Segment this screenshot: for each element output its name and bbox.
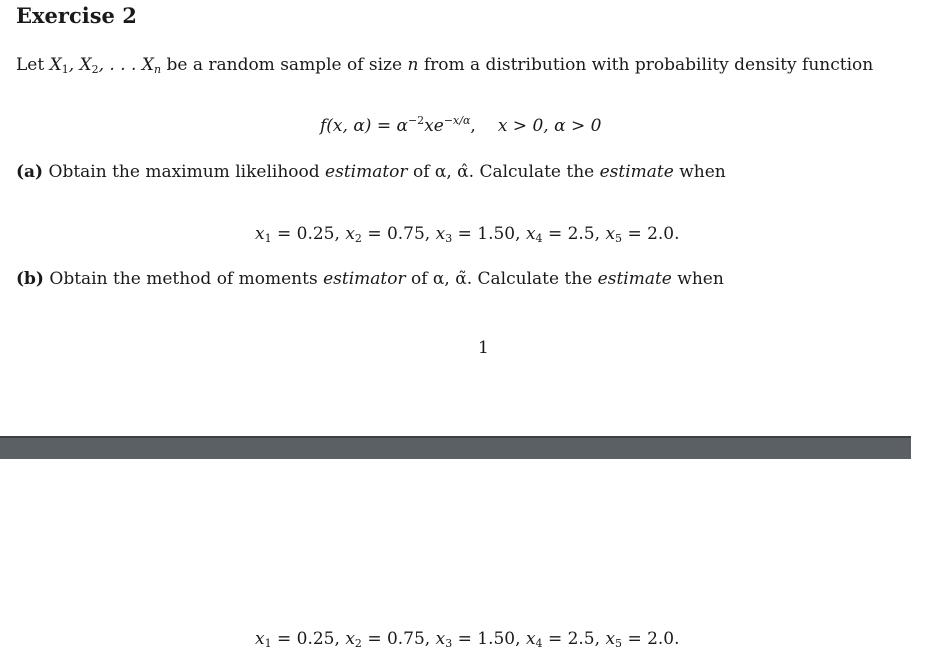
- value: = 2.5,: [547, 629, 601, 649]
- pdf-lhs: f(x, α) = α: [320, 116, 408, 136]
- sample-values-a: $x_1 = 0.25$, $x_2 = 0.75$, $x_3 = 1.50$, $x_4 = 2.5$, $x_5 = 2.0$.: [255, 224, 680, 245]
- value: = 0.25,: [277, 629, 340, 649]
- part-b-em2: estimate: [597, 269, 672, 289]
- page-break-bar: [0, 436, 911, 459]
- value: = 2.0.: [627, 224, 680, 244]
- part-a: [16, 162, 726, 182]
- pdf-formula: f(x, $\alpha) = \alpha^{-2}xe^{-x/\alpha}$, x > 0, α > 0: [320, 114, 602, 136]
- part-a-em1: estimator: [325, 162, 408, 182]
- value: = 2.0.: [627, 629, 680, 649]
- value-index: 1: [264, 232, 272, 245]
- value-index: 4: [535, 232, 543, 245]
- part-a-label: (a): [16, 162, 44, 182]
- sample-values-b: $x_1 = 0.25$, $x_2 = 0.75$, $x_3 = 1.50$, $x_4 = 2.5$, $x_5 = 2.0$.: [255, 629, 680, 650]
- part-a-text2: of α, α̂. Calculate the: [412, 162, 595, 182]
- value-index: 2: [354, 232, 362, 245]
- pdf-middle: xe: [424, 116, 444, 136]
- part-b-em1: estimator: [323, 269, 406, 289]
- value: = 0.75,: [367, 224, 431, 244]
- value-index: 5: [615, 637, 623, 650]
- value: = 2.5,: [547, 224, 601, 244]
- part-b-label: (b): [16, 269, 44, 289]
- value-index: 3: [445, 232, 453, 245]
- part-b-text1: Obtain the method of moments: [49, 269, 318, 289]
- value: = 0.75,: [367, 629, 431, 649]
- value-index: 1: [264, 637, 272, 650]
- part-b: [16, 269, 724, 289]
- pdf-exponent-2: −x/α: [443, 114, 471, 127]
- part-a-em2: estimate: [599, 162, 674, 182]
- intro-paragraph: [16, 55, 873, 76]
- value-index: 3: [445, 637, 453, 650]
- pdf-conditions: x > 0, α > 0: [497, 116, 602, 136]
- value-index: 2: [354, 637, 362, 650]
- intro-rest: be a random sample of size: [166, 55, 403, 75]
- value-index: 5: [615, 232, 623, 245]
- part-a-text3: when: [679, 162, 726, 182]
- sample-variables: $X_1$, $X_2$, . . . $X_n$: [49, 55, 162, 76]
- part-a-text1: Obtain the maximum likelihood: [48, 162, 320, 182]
- part-b-text3: when: [677, 269, 724, 289]
- exercise-heading: Exercise 2: [16, 3, 137, 28]
- value-index: 4: [535, 637, 543, 650]
- value: = 0.25,: [277, 224, 340, 244]
- pdf-exponent-1: −2: [407, 114, 425, 127]
- intro-tail: from a distribution with probability density function: [423, 55, 874, 75]
- part-b-text2: of α, α̃. Calculate the: [411, 269, 593, 289]
- value: = 1.50,: [457, 629, 521, 649]
- page-number: 1: [478, 338, 489, 358]
- value: = 1.50,: [457, 224, 521, 244]
- sample-size-symbol: n: [407, 55, 419, 75]
- intro-lead: Let: [16, 55, 45, 75]
